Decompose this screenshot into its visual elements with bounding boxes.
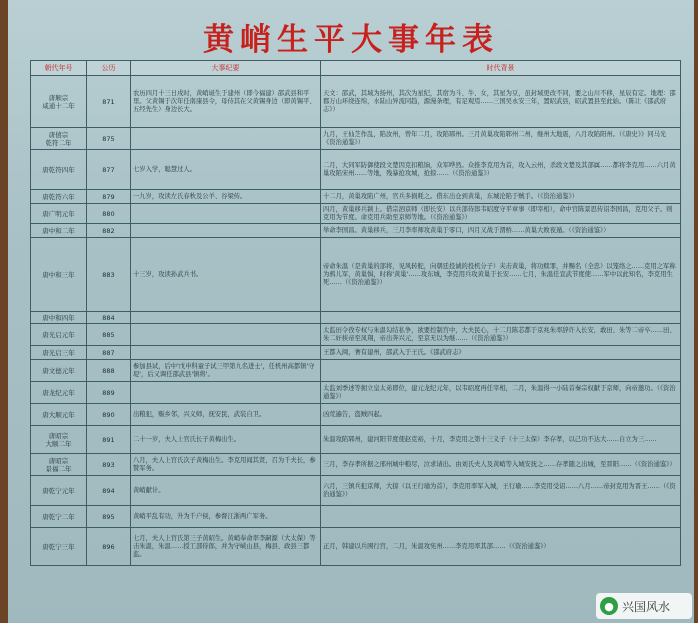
cell-year: 895 (87, 506, 131, 528)
cell-ctx: 凶荒遍告，盗贼四起。 (321, 404, 681, 426)
chronology-table (30, 60, 681, 566)
table-row (31, 506, 681, 528)
header-life: 大事纪要 (131, 61, 321, 76)
cell-life: 七岁入学，聪慧过人。 (131, 150, 321, 190)
watermark (596, 593, 692, 619)
cell-life: 七月，夫人上官氏第三子黄昭生。黄峭奉命率李嗣源（大太保）等击朱温，朱温……授工部侍郎，并为守峡山县，梅县、政县三都监。 (131, 528, 321, 566)
cell-ctx: 帝命朱温（是黄巢的部将，见风转舵，向朝廷投诚的投机分子）夹击黄巢，将功赎罪，并赐名（全忠）以笼络之……克用之军称为鸦儿军，黄巢惧，时称'黄巢'……攻东城，李克用兵攻黄巢于长安……七月，朱温任宣武节度使……军中以此知名，李克用生死……（《资治通鉴》） (321, 238, 681, 312)
cell-year: 879 (87, 190, 131, 204)
cell-life (131, 324, 321, 346)
table-row (31, 76, 681, 128)
table-header-row (31, 61, 681, 76)
table-row (31, 476, 681, 506)
cell-era: 唐昭宗 大顺二年 (31, 426, 87, 454)
cell-era: 唐乾符四年 (31, 150, 87, 190)
table-row (31, 224, 681, 238)
frame-right (694, 0, 698, 623)
cell-era: 唐文德元年 (31, 360, 87, 382)
cell-era: 唐乾宁二年 (31, 506, 87, 528)
cell-year: 891 (87, 426, 131, 454)
cell-life: 农历四月十三日戌时，黄峭诞生于建州（即今福建）邵武县和平里。父黄锡于次年任南康县令，母侍其在父黄锡身边（即黄锡平、五经先生）身边长大。 (131, 76, 321, 128)
cell-life: 出粮犯，赈乡邻，兴义师，抚安民，武装自卫。 (131, 404, 321, 426)
table-row (31, 128, 681, 150)
cell-life (131, 224, 321, 238)
cell-year: 890 (87, 404, 131, 426)
table-row (31, 150, 681, 190)
cell-year: 875 (87, 128, 131, 150)
header-era: 朝代年号 (31, 61, 87, 76)
cell-ctx: 正月，韩建以兵围行宫，二月，朱温攻宪州……李克用率其部……（《资治通鉴》） (321, 528, 681, 566)
poster-board (8, 0, 694, 623)
table-row (31, 204, 681, 224)
cell-ctx: 朱温攻陷郓州，建河阳节度使赵克裕，十月，李克用之第十三义子（十三太保）李存孝，以己功不达大……自立为三…… (321, 426, 681, 454)
cell-era: 唐中和二年 (31, 224, 87, 238)
cell-life (131, 204, 321, 224)
cell-era: 唐顺宗 咸通十二年 (31, 76, 87, 128)
cell-ctx (321, 506, 681, 528)
cell-life: 八月，夫人上官氏次子黄梅出生。李克用闻其贤，召为千夫长，参赞军务。 (131, 454, 321, 476)
cell-era: 唐乾符六年 (31, 190, 87, 204)
cell-year: 884 (87, 312, 131, 324)
cell-life: 十三岁，攻读孙武兵书。 (131, 238, 321, 312)
cell-era: 唐乾宁三年 (31, 528, 87, 566)
table-row (31, 346, 681, 360)
table-row (31, 528, 681, 566)
cell-life: 一九岁，攻读左氏春秋及公羊、谷梁传。 (131, 190, 321, 204)
cell-life: 黄峭平乱有功，升为千户侯，参督江浙两广军务。 (131, 506, 321, 528)
cell-era: 唐昭宗 景福二年 (31, 454, 87, 476)
cell-life (131, 382, 321, 404)
cell-ctx (321, 312, 681, 324)
table-row (31, 360, 681, 382)
cell-ctx: 二月，大同军防御使段文楚因克扣粮饷，众军哗然。众推李克用为首，攻入云州，杀段文楚及其部属……都将李克用……六月黄巢攻陷宋州……等地，残暴抢攻城，抢掠……（《资治通鉴》） (321, 150, 681, 190)
watermark-text: 兴国风水 (622, 599, 671, 614)
cell-year: 880 (87, 204, 131, 224)
cell-ctx: 太监田令孜专权与朱温勾结私争，欲要控制宫中，大夫民心，十二月陈芯都于京兆朱率辞许入长安，敢田、朱等二帝卒……田、朱二奸挟帝至凤翔，帝出奔兴元，至京无以为继……（《资治通鉴》） (321, 324, 681, 346)
table-row (31, 404, 681, 426)
table-row (31, 454, 681, 476)
cell-ctx: 太监刘季述等拥立皇太弟即位，建元龙纪元年，以韦昭度再任宰相，二月，朱温得一小陆首秦宗权献于京师，向帝邀功。（《资治通鉴》） (321, 382, 681, 404)
table-row (31, 426, 681, 454)
cell-ctx: 九月，王仙芝作乱，陷汝州，曾年二月，攻陷郓州。三月黄巢攻陷郓州二州，继州大地震，八月攻陷阳州。（《唐史》》同马光《资治通鉴》） (321, 128, 681, 150)
cell-era: 唐光启三年 (31, 346, 87, 360)
cell-year: 883 (87, 238, 131, 312)
cell-life (131, 312, 321, 324)
cell-era: 唐龙纪元年 (31, 382, 87, 404)
table-row (31, 238, 681, 312)
cell-era: 唐大顺元年 (31, 404, 87, 426)
cell-year: 896 (87, 528, 131, 566)
cell-year: 885 (87, 324, 131, 346)
cell-ctx: 四月，黄巢移兵颍上。借宗泗京师（即长安）以兵部侍郎韦昭度守平章事（即宰相），命中官陈景思传诏李国昌，克用父子。则克用为节度。命克用兵助至京师等地。（《资治通鉴》） (321, 204, 681, 224)
cell-ctx: 三月，李存孝所据之邢州城中粮尽，泣求请出。由刘氏夫人及黄峭等入城安抚之……存孝随之出城，至晋阳……（《资治通鉴》） (321, 454, 681, 476)
cell-era: 唐光启元年 (31, 324, 87, 346)
header-year: 公历 (87, 61, 131, 76)
table-row (31, 312, 681, 324)
cell-life: 黄峭献计。 (131, 476, 321, 506)
table-row (31, 382, 681, 404)
poster-title: 黄峭生平大事年表 (203, 22, 499, 58)
cell-life (131, 346, 321, 360)
cell-era: 唐中和四年 (31, 312, 87, 324)
cell-year: 889 (87, 382, 131, 404)
cell-ctx: 举命李国昌。黄巢移兵，三月李率师攻黄巢于零口，四月又战于渭桥……黄巢大败夜遁。（《资治通鉴》） (321, 224, 681, 238)
cell-ctx (321, 360, 681, 382)
cell-year: 887 (87, 346, 131, 360)
cell-era: 唐乾宁元年 (31, 476, 87, 506)
cell-year: 893 (87, 454, 131, 476)
wechat-icon: ● (600, 597, 618, 615)
cell-ctx: 六月，三镇兵犯京师，大掠（以王行瑜为首），李克用率军入城，王行瑜……李克用受诏……八月……帝封克用为晋王……（《资治通鉴》） (321, 476, 681, 506)
cell-year: 877 (87, 150, 131, 190)
cell-life: 参加县试，后中'戊申科童子试三甲第九名进士'，任机州高都镇'守堤'，后又调任邵武县'镇将'。 (131, 360, 321, 382)
cell-era: 唐广明元年 (31, 204, 87, 224)
cell-era: 唐中和三年 (31, 238, 87, 312)
frame-left (0, 0, 8, 623)
table-row (31, 324, 681, 346)
cell-life: 二十一岁，夫人上官氏长子黄梅出生。 (131, 426, 321, 454)
cell-ctx: 天文：邵武，其域为扬州，其次为星纪，其宿为斗、牛、女，其星为豆，虽封域更改不同，要之山川不移，星辰有定。地理：邵郡万山环绕连绵，水陆山异流同趋，源漫条理，有足观焉……三国吴永安三年，置昭武县，昭武置县至此始。（陈让《邵武府志》） (321, 76, 681, 128)
cell-year: 888 (87, 360, 131, 382)
header-context: 时代背景 (321, 61, 681, 76)
cell-life (131, 128, 321, 150)
cell-era: 唐僖宗 乾符二年 (31, 128, 87, 150)
cell-ctx: 十二月，黄巢攻陷广州，官兵多损耗之。借东出仓到黄巢，东城沦陷于贼手。（《资治通鉴》） (321, 190, 681, 204)
cell-year: 894 (87, 476, 131, 506)
cell-ctx: 王都入闽，奢有建州，邵武入于王氏。《邵武府志》 (321, 346, 681, 360)
cell-year: 882 (87, 224, 131, 238)
cell-year: 871 (87, 76, 131, 128)
table-row (31, 190, 681, 204)
